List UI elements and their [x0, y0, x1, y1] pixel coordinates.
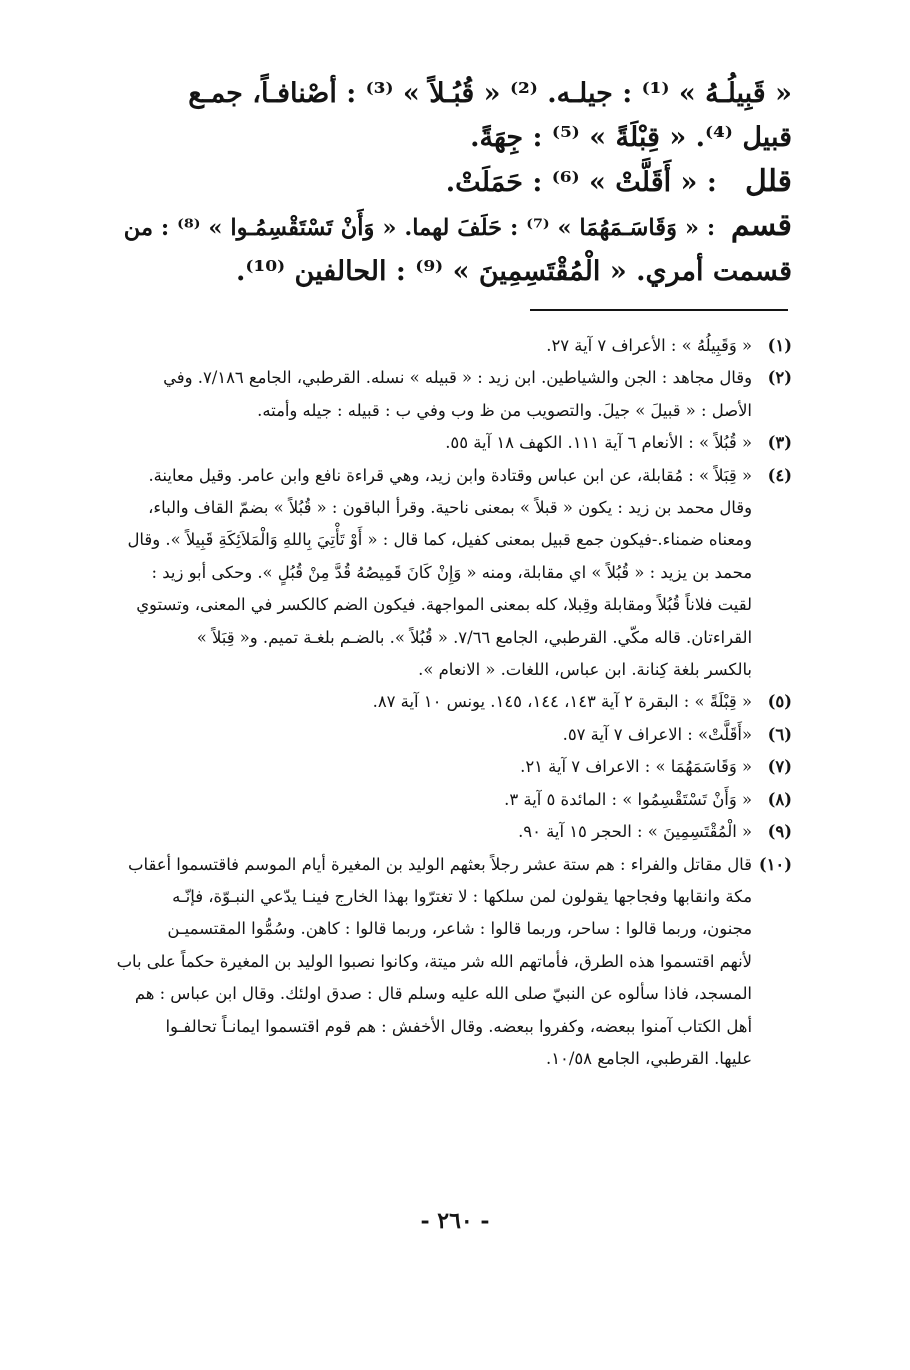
footnote-number: (٢) — [767, 368, 792, 388]
footnote — [116, 719, 792, 751]
footnote-line: القراءتان. قاله مكّي. القرطبي، الجامع ٧/٦٦. « قُبُلاً ». بالضـم بلغـة تميم. و« قِبَلاً » — [196, 627, 752, 647]
footnote-line: قال مقاتل والفراء : هم ستة عشر رجلاً بعثهم الوليد بن المغيرة أيام الموسم فاقتسموا أعقاب — [128, 854, 752, 874]
footnote-number: (٧) — [767, 757, 792, 777]
footnote-number: (٥) — [767, 692, 792, 712]
footnote-line: « قِبَلاً » : مُقابلة، عن ابن عباس وقتادة وابن زيد، وهي قراءة نافع وابن عامر. وقيل معاينة. — [148, 465, 752, 485]
footnote — [116, 784, 792, 816]
entry-line — [120, 160, 792, 205]
footnotes — [116, 330, 792, 1075]
footnote-number: (٨) — [767, 789, 792, 809]
entry-text: : « أَقَلَّتْ » ⁽⁶⁾ : حَمَلَتْ. — [445, 167, 717, 198]
footnote-line: « قُبُلاً » : الأنعام ٦ آية ١١١. الكهف ١٨ آية ٥٥. — [445, 433, 752, 453]
footnote-line: المسجد، فاذا سألوه عن النبيّ صلى الله عليه وسلم قال : صدق اولئك. وقال ابن عباس : هم — [134, 984, 752, 1004]
root-word: قسم — [730, 208, 792, 243]
footnote-line: « قِبْلَةً » : البقرة ٢ آية ١٤٣، ١٤٤، ١٤٥. يونس ١٠ آية ٨٧. — [372, 692, 752, 712]
footnote — [116, 460, 792, 687]
footnote-line: وقال محمد بن زيد : يكون « قبلاً » بمعنى ناحية. وقرأ الباقون : « قُبُلاً » بضمّ القاف والباء، — [148, 498, 752, 518]
entry-text: : « وَقَاسَـمَهُمَا » ⁽⁷⁾ : حَلَفَ لهما. « وَأَنْ تَسْتَقْسِمُـوا » ⁽⁸⁾ : من — [123, 215, 716, 241]
entry-line — [120, 204, 792, 250]
entry-line: قسمت أمري. « الْمُقْتَسِمِينَ » ⁽⁹⁾ : الحالفين ⁽¹⁰⁾. — [235, 256, 792, 287]
footnote-number: (١٠) — [758, 854, 792, 874]
footnote-number: (١) — [767, 336, 792, 355]
footnote — [116, 427, 792, 459]
footnote-number: (٤) — [767, 465, 792, 485]
footnote-line: « وَقَاسَمَهُمَا » : الاعراف ٧ آية ٢١. — [520, 757, 752, 777]
footnote — [116, 816, 792, 848]
footnote-line: وقال مجاهد : الجن والشياطين. ابن زيد : « قبيله » نسله. القرطبي، الجامع ٧/١٨٦. وفي — [163, 368, 752, 388]
footnote-line: عليها. القرطبي، الجامع ١٠/٥٨. — [546, 1048, 752, 1068]
entry-qll — [120, 160, 792, 205]
footnote-number: (٦) — [767, 724, 792, 744]
footnote — [116, 849, 792, 1076]
footnote-line: الأصل : « قبيلَ » جيلَ. والتصويب من ظ وب وفي ب : قبيله : جيله وأمته. — [257, 400, 752, 420]
footnote-line: « وَأَنْ تَسْتَقْسِمُوا » : المائدة ٥ آية ٣. — [504, 789, 752, 809]
footnote — [116, 362, 792, 427]
root-word: قلل — [745, 164, 792, 199]
footnote-line: لقيت فلاناً قُبُلاً ومقابلة وقِبلا، كله بمعنى المواجهة. فيكون الضم كالكسر في المعنى، وتستوي — [136, 595, 752, 615]
footnote-line: مجنون، وربما قالوا : ساحر، وربما قالوا : شاعر، وربما قالوا : كاهن. وسُمُّوا المقتسميـن — [167, 919, 752, 939]
footnote-line: « وَقَبِيلُهُ » : الأعراف ٧ آية ٢٧. — [546, 336, 752, 355]
footnote-line: مكة وانقابها وفجاجها يقولون لمن سلكها : لا تغترّوا بهذا الخارج فينـا يدّعي النبـوّة، فإنّـه — [172, 886, 752, 906]
footnote — [116, 686, 792, 718]
footnote-line: محمد بن يزيد : « قُبُلاً » اي مقابلة، ومنه « وَإِنْ كَانَ قَمِيصُهُ قُدَّ مِنْ قُبُلٍ ». وحكى أبو زيد : — [151, 562, 752, 582]
footnote — [116, 330, 792, 362]
footnote-separator — [530, 309, 788, 311]
footnote-line: «أَقَلَّتْ» : الاعراف ٧ آية ٥٧. — [562, 724, 752, 744]
footnote-line: بالكسر بلغة كِنانة. ابن عباس، اللغات. « الانعام ». — [418, 660, 752, 680]
page-number: - ٢٦٠ - — [420, 1208, 490, 1234]
footnote-number: (٣) — [767, 433, 792, 453]
footnote-line: ومعناه ضمناء.-فيكون جمع قبيل بمعنى كفيل، كما قال : « أَوْ تَأْتِيَ بِاللهِ وَالْمَلاَئِكَةِ قَبِيلاً ». وقال — [127, 530, 752, 550]
footnote-number: (٩) — [767, 822, 792, 842]
entry-qsm — [120, 204, 792, 294]
entry-line: قبيل ⁽⁴⁾. « قِبْلَةً » ⁽⁵⁾ : جِهَةً. — [470, 122, 792, 153]
footnote — [116, 751, 792, 783]
entry-line: « قَبِيلُـهُ » ⁽¹⁾ : جيلـه. ⁽²⁾ « قُبُـلاً » ⁽³⁾ : أصْنافـاً، جمـع — [188, 78, 792, 109]
footnote-line: « الْمُقْتَسِمِينَ » : الحجر ١٥ آية ٩٠. — [518, 822, 752, 842]
entry-qbl — [120, 72, 792, 160]
footnote-line: لأنهم اقتسموا هذه الطرق، فأماتهم الله شر ميتة، وكانوا نصبوا الوليد بن المغيرة حكماً على باب — [116, 951, 752, 971]
footnote-line: أهل الكتاب آمنوا ببعضه، وكفروا ببعضه. وقال الأخفش : هم قوم اقتسموا ايمانـاً تحالفـوا — [165, 1016, 752, 1036]
